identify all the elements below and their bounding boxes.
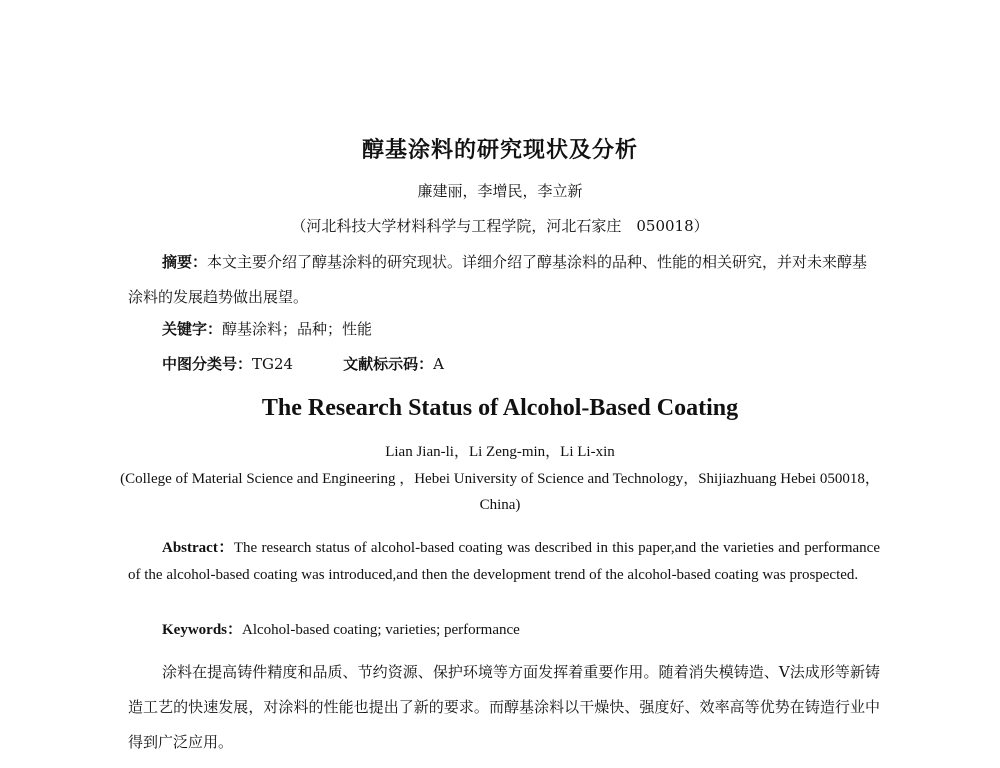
en-keywords-text: Alcohol-based coating; varieties; performance [242, 622, 520, 638]
cn-keywords-label: 关键字： [162, 320, 223, 338]
cn-keywords [162, 318, 372, 339]
cn-doc-value: A [433, 355, 444, 373]
cn-class-label: 中图分类号： [162, 355, 253, 373]
cn-affiliation: （河北科技大学材料科学与工程学院，河北石家庄 050018） [291, 217, 709, 235]
en-abstract [128, 535, 880, 589]
cn-abstract [128, 245, 880, 315]
en-abstract-label: Abstract： [162, 540, 234, 556]
cn-classification [162, 353, 444, 374]
en-title: The Research Status of Alcohol-Based Coating [261, 395, 739, 421]
en-keywords-label: Keywords： [162, 622, 242, 638]
en-affiliation: (College of Material Science and Engineering ，Hebei University of Science and Technology，Shijiazhuang Hebei 050018，China) [120, 471, 880, 513]
en-authors: Lian Jian-li，Li Zeng-min，Li Li-xin [385, 444, 615, 460]
cn-title: 醇基涂料的研究现状及分析 [361, 138, 638, 163]
cn-authors: 廉建丽，李增民，李立新 [417, 182, 583, 200]
cn-abstract-text: 本文主要介绍了醇基涂料的研究现状。详细介绍了醇基涂料的品种、性能的相关研究，并对未来醇基涂料的发展趋势做出展望。 [128, 253, 868, 306]
en-abstract-text: The research status of alcohol-based coating was described in this paper,and the varieties and performance of the alcohol-based coating was introduced,and then the development trend of the alcohol-based coating was prospected. [128, 540, 880, 583]
en-keywords [162, 618, 520, 639]
cn-class-value: TG24 [252, 355, 294, 373]
cn-keywords-text: 醇基涂料；品种；性能 [222, 320, 373, 338]
body-paragraph: 涂料在提高铸件精度和品质、节约资源、保护环境等方面发挥着重要作用。随着消失模铸造、V法成形等新铸造工艺的快速发展，对涂料的性能也提出了新的要求。而醇基涂料以干燥快、强度好、效率高等优势在铸造行业中得到广泛应用。 [128, 663, 880, 751]
cn-abstract-label: 摘要： [162, 253, 208, 271]
cn-doc-label: 文献标示码： [343, 355, 434, 373]
